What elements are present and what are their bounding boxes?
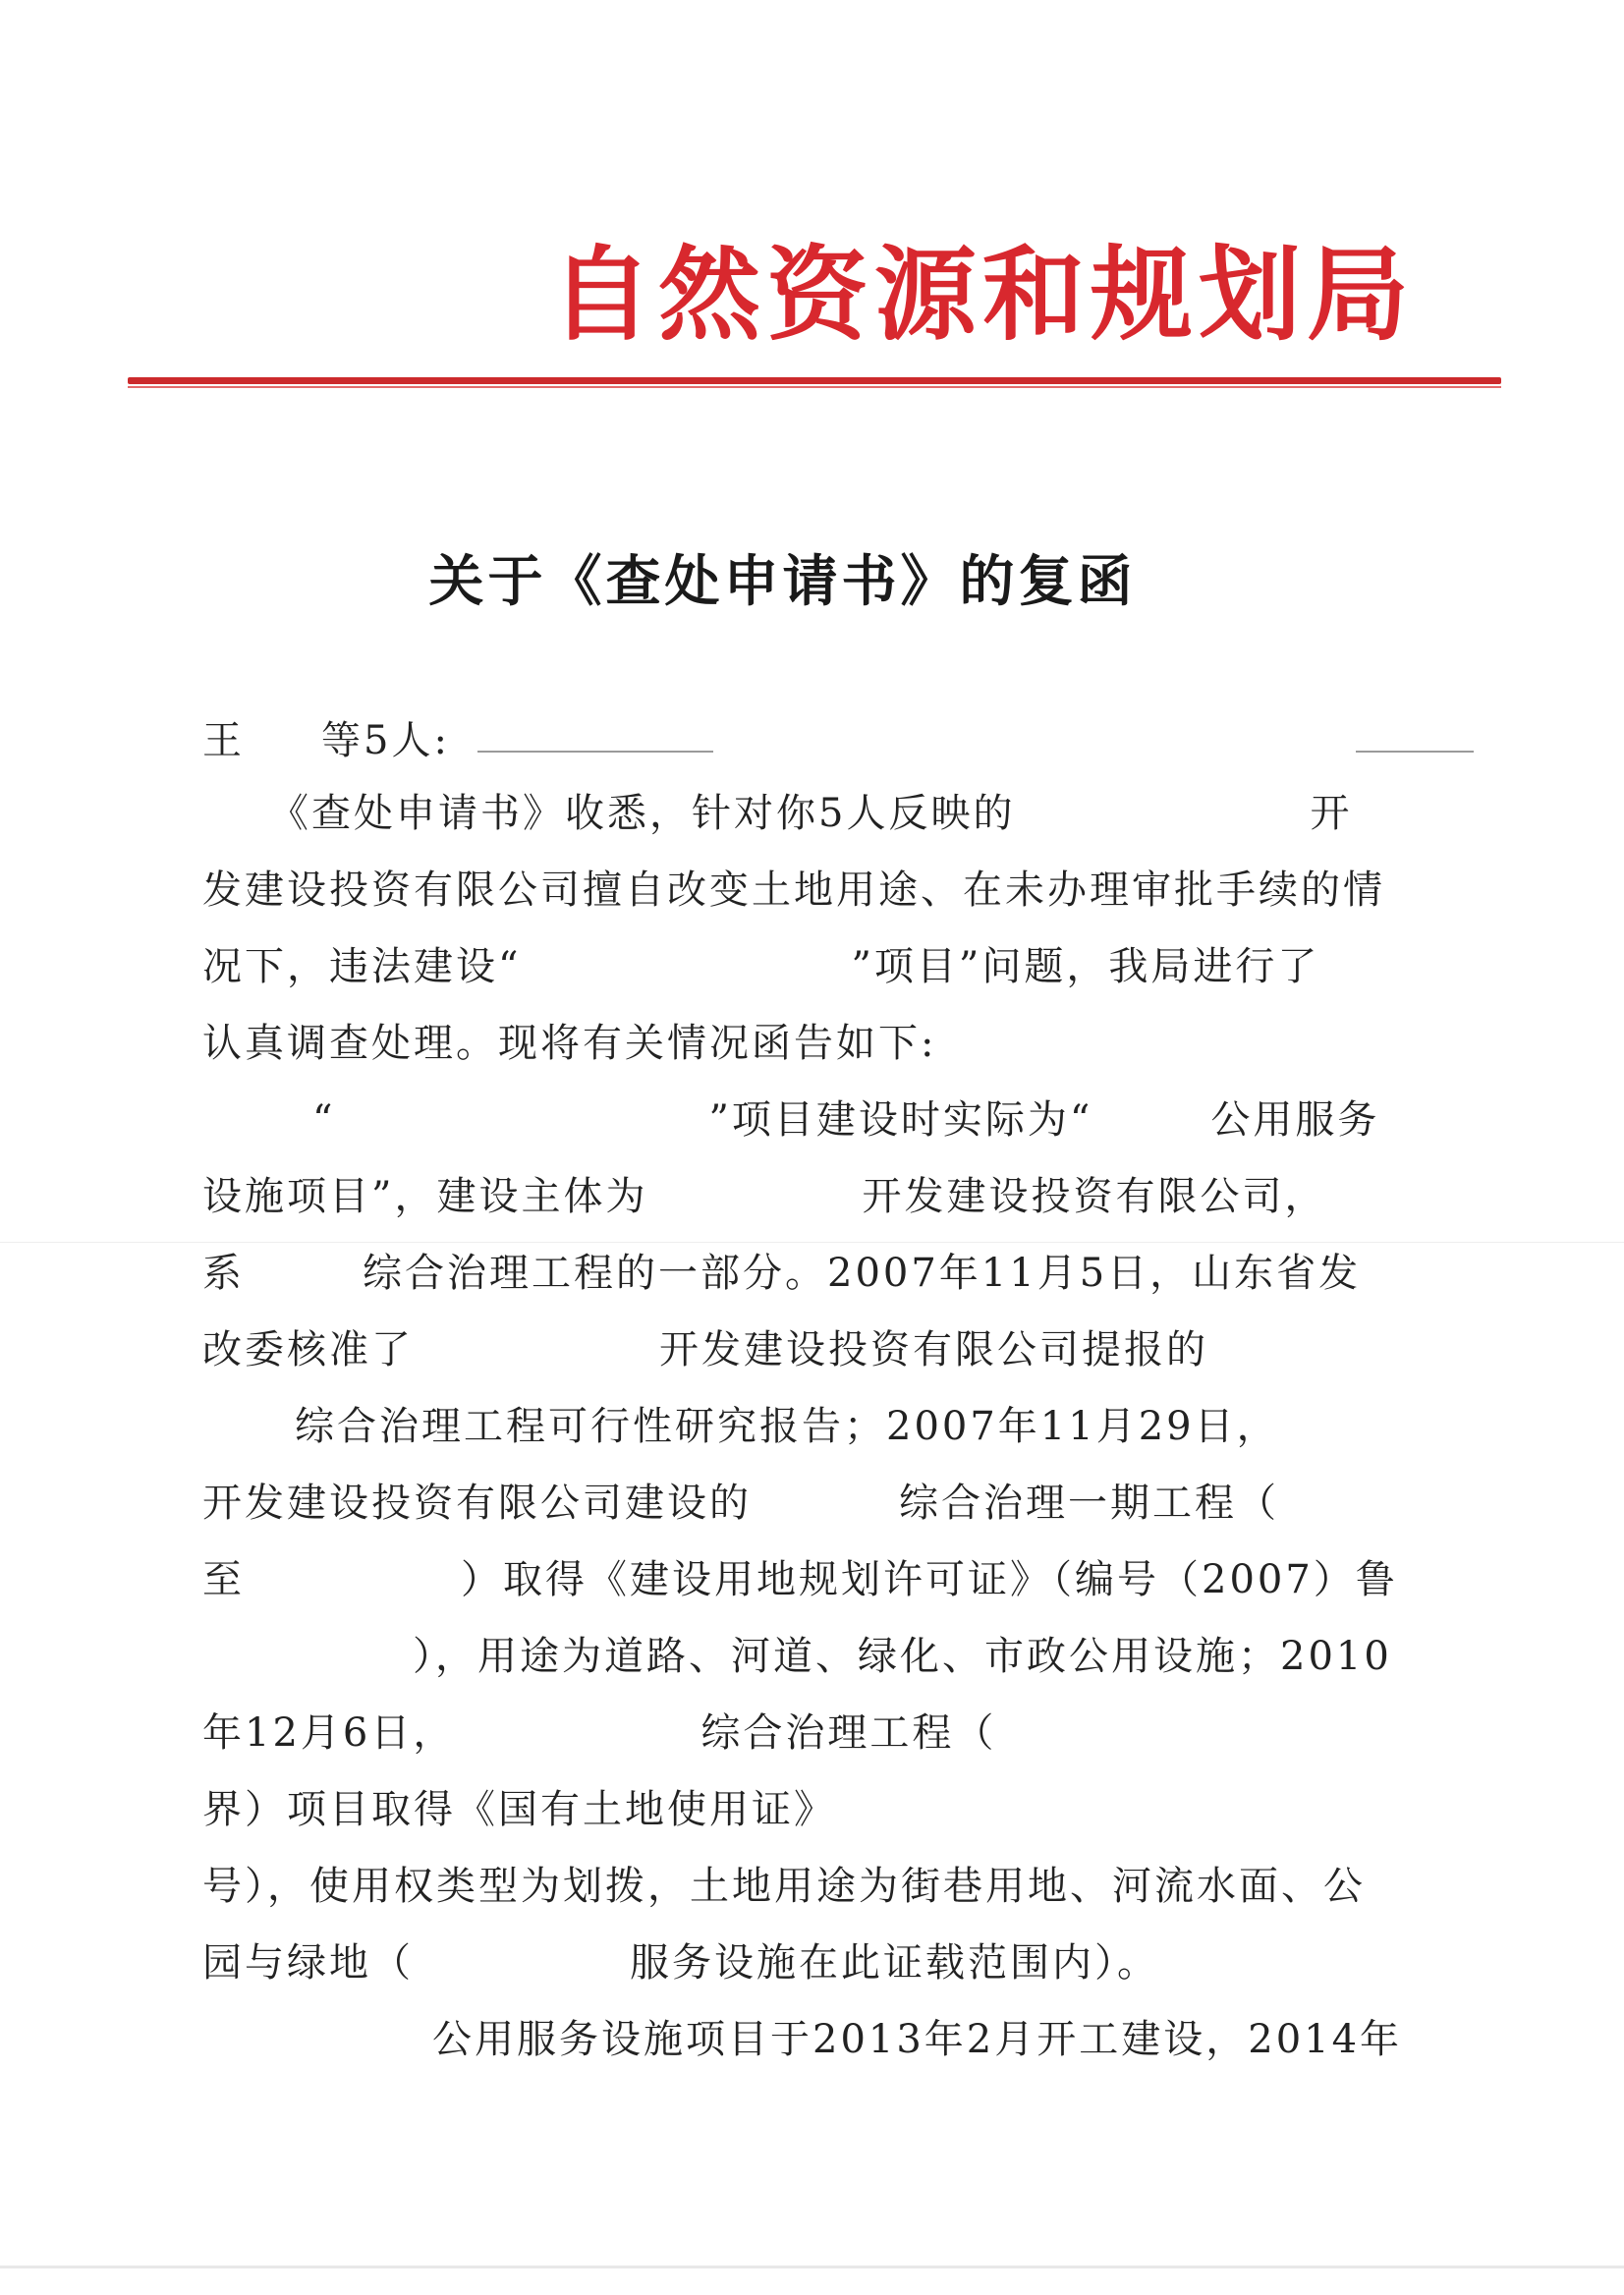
body-text: 系 [202,1251,245,1296]
letterhead-red-rule-shadow [128,386,1501,388]
body-text: 开发建设投资有限公司提报的 [659,1327,1208,1372]
scan-artifact-line [0,1242,1624,1243]
salutation-suffix: 等5人: [321,718,450,763]
body-line-5 [312,1097,1380,1143]
body-text: 至 [202,1557,245,1602]
body-line-6 [202,1174,1327,1219]
redaction-mark [1356,751,1474,753]
body-text: 综合治理一期工程（ [899,1481,1279,1526]
body-text: 公用服务 [1210,1097,1380,1143]
body-text: “ [312,1097,336,1143]
body-text: 园与绿地（ [202,1940,414,1986]
body-line-14 [202,1787,836,1832]
body-text: 改委核准了 [202,1327,414,1372]
body-text: ”项目”问题，我局进行了 [851,944,1320,989]
body-text: 况下，违法建设“ [202,944,522,989]
body-line-10 [202,1481,1279,1526]
body-text: 年12月6日， [202,1710,456,1756]
body-text: 开 [1310,791,1353,836]
letterhead-red-rule [128,377,1501,384]
body-text: ）取得《建设用地规划许可证》（编号（2007）鲁 [461,1557,1398,1602]
body-text: 开发建设投资有限公司， [862,1174,1327,1219]
body-text: 认真调查处理。现将有关情况函告如下: [202,1021,937,1066]
body-line-11 [202,1557,1398,1602]
body-text: 开发建设投资有限公司建设的 [202,1481,752,1526]
body-line-7 [202,1251,1362,1296]
body-text: 设施项目”，建设主体为 [202,1174,648,1219]
body-line-15 [202,1864,1366,1909]
body-text: 《查处申请书》收悉，针对你5人反映的 [269,791,1016,836]
body-line-13 [202,1710,997,1756]
body-text: 发建设投资有限公司擅自改变土地用途、在未办理审批手续的情 [202,868,1385,913]
body-line-9 [295,1404,1279,1449]
body-text: 综合治理工程（ [700,1710,997,1756]
body-line-4 [202,1021,937,1066]
document-title-text: 关于《查处申请书》的复函 [428,549,1137,614]
body-line-17 [432,2017,1403,2062]
body-line-2 [202,868,1385,913]
redaction-mark [477,751,713,753]
body-line-16 [202,1940,1159,1986]
scan-artifact-line [0,2266,1624,2268]
body-text: 综合治理工程的一部分。2007年11月5日，山东省发 [363,1251,1362,1296]
salutation-name: 王 [202,718,245,763]
body-text: 界）项目取得《国有土地使用证》 [202,1787,836,1832]
body-text: 公用服务设施项目于2013年2月开工建设，2014年 [432,2017,1403,2062]
body-line-3 [202,944,1320,989]
body-line-1 [269,791,1353,836]
body-text: 服务设施在此证载范围内）。 [630,1940,1159,1986]
body-line-12 [413,1634,1392,1679]
document-title [0,538,1624,617]
body-text: 综合治理工程可行性研究报告；2007年11月29日， [295,1404,1279,1449]
body-line-8 [202,1327,1208,1372]
salutation [202,718,450,763]
body-text: ”项目建设时实际为“ [708,1097,1093,1143]
body-text: 号），使用权类型为划拨，土地用途为街巷用地、河流水面、公 [202,1864,1366,1909]
letterhead-org-name: 自然资源和规划局 [550,234,1416,355]
body-text: ），用途为道路、河道、绿化、市政公用设施；2010 [413,1634,1392,1679]
